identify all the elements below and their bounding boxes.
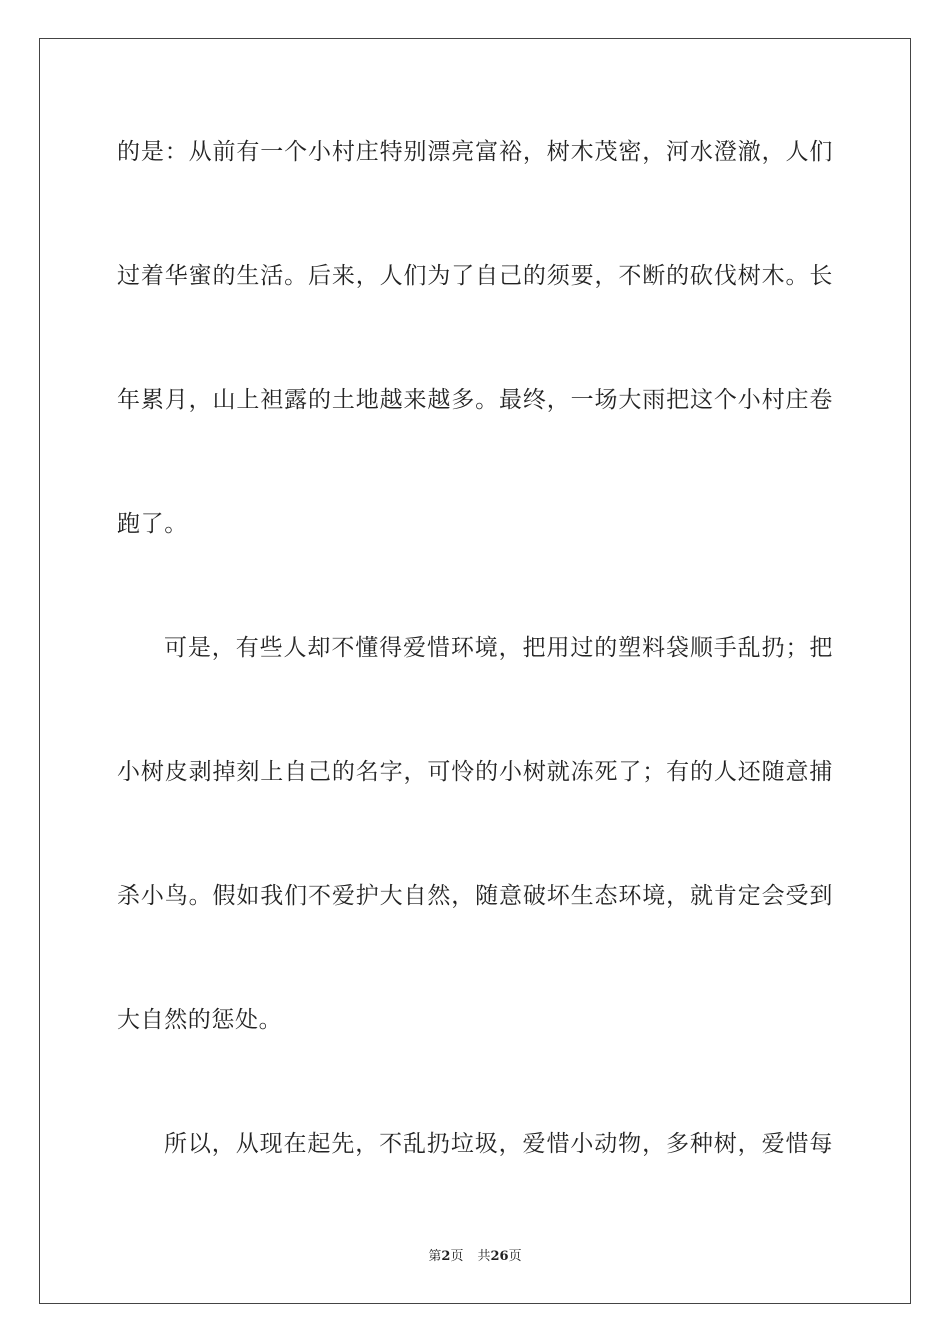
footer-page-prefix: 第 [428, 1249, 442, 1264]
paragraph-line-3: 年累月，山上袒露的土地越来越多。最终，一场大雨把这个小村庄卷 [117, 387, 833, 413]
paragraph-line-5: 可是，有些人却不懂得爱惜环境，把用过的塑料袋顺手乱扔；把 [164, 635, 833, 661]
page-border [39, 38, 911, 1304]
paragraph-line-9: 所以，从现在起先，不乱扔垃圾，爱惜小动物，多种树，爱惜每 [164, 1131, 833, 1157]
paragraph-line-4: 跑了。 [117, 511, 188, 537]
footer-total-suffix: 页 [508, 1249, 522, 1264]
footer-page-suffix: 页 [450, 1249, 464, 1264]
paragraph-line-1: 的是：从前有一个小村庄特别漂亮富裕，树木茂密，河水澄澈，人们 [117, 139, 833, 165]
paragraph-line-2: 过着华蜜的生活。后来，人们为了自己的须要，不断的砍伐树木。长 [117, 263, 833, 289]
footer-page-number: 2 [441, 1249, 451, 1264]
page-footer [0, 1248, 950, 1266]
paragraph-line-7: 杀小鸟。假如我们不爱护大自然，随意破坏生态环境，就肯定会受到 [117, 883, 833, 909]
paragraph-line-8: 大自然的惩处。 [117, 1007, 283, 1033]
footer-total-number: 26 [490, 1249, 509, 1264]
footer-total-prefix: 共 [477, 1249, 491, 1264]
paragraph-line-6: 小树皮剥掉刻上自己的名字，可怜的小树就冻死了；有的人还随意捕 [117, 759, 833, 785]
